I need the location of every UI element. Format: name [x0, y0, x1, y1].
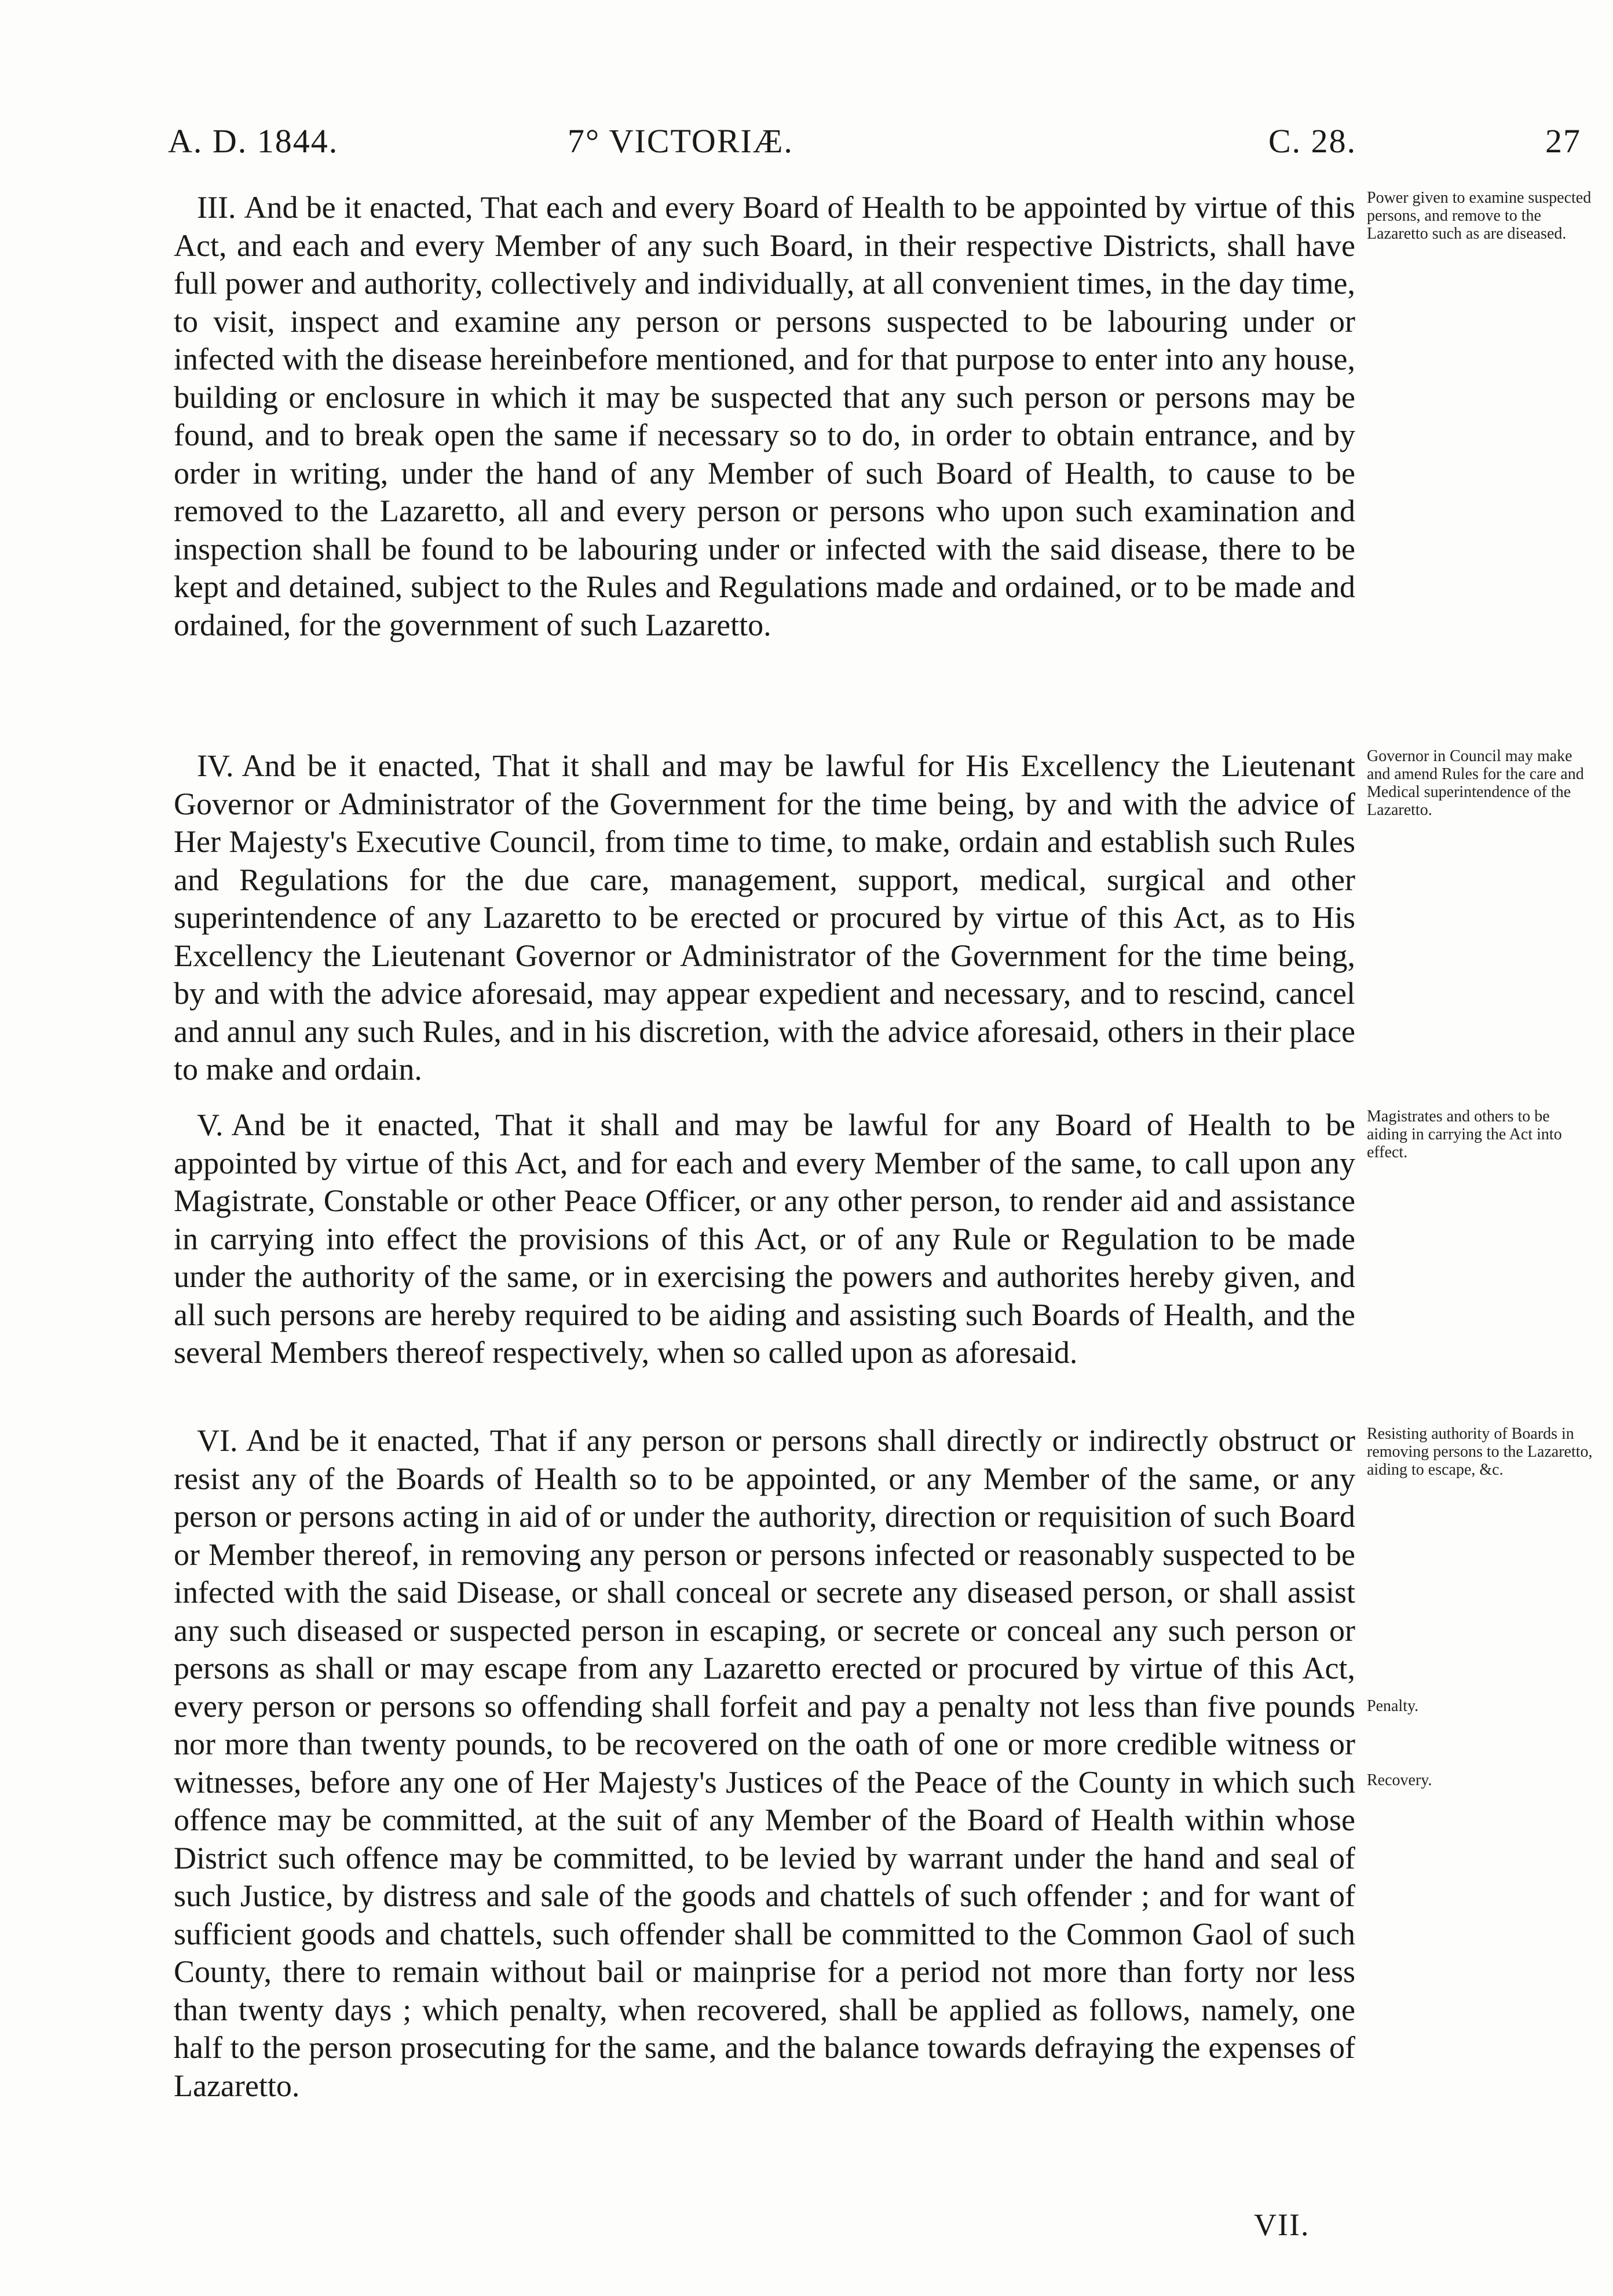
section-number: VI.: [197, 1423, 238, 1458]
section-3: [174, 189, 1355, 644]
section-6: [174, 1422, 1355, 2105]
margin-note-4: Governor in Council may make and amend Rules for the care and Medical superintendence of the Lazaretto.: [1367, 747, 1584, 819]
section-number: V.: [197, 1107, 224, 1142]
page-number: 27: [1545, 122, 1581, 160]
margin-note-penalty: Penalty.: [1367, 1697, 1419, 1715]
section-5: [174, 1106, 1355, 1372]
catchword: VII.: [1254, 2207, 1310, 2242]
header-chapter: C. 28.: [1268, 122, 1357, 160]
section-4: [174, 747, 1355, 1089]
margin-note-recovery: Recovery.: [1367, 1771, 1432, 1789]
running-header: [168, 122, 1581, 174]
header-reign: 7° VICTORIÆ.: [568, 122, 793, 160]
margin-note-3: Power given to examine suspected persons, and remove to the Lazaretto such as are diseased.: [1367, 189, 1592, 243]
header-year: A. D. 1844.: [168, 122, 339, 160]
section-text: And be it enacted, That it shall and may be lawful for any Board of Health to be appointed by virtue of this Act, and for each and every Member of the same, to call upon any Magistrate, Constable or other Peace Officer, or any other person, to render aid and assistance in carrying into effect the provisions of this Act, or of any Rule or Regulation to be made under the authority of the same, or in exercising the powers and authorites hereby given, and all such persons are hereby required to be aiding and assisting such Boards of Health, and the several Members thereof respectively, when so called upon as aforesaid.: [174, 1107, 1355, 1370]
section-number: III.: [197, 190, 236, 225]
margin-note-6: Resisting authority of Boards in removing persons to the Lazaretto, aiding to escape, &c.: [1367, 1425, 1593, 1479]
section-text: And be it enacted, That if any person or persons shall directly or indirectly obstruct or resist any of the Boards of Health so to be appointed, or any Member of the same, or any person or persons acting in aid of or under the authority, direction or requisition of such Board or Member thereof, in removing any person or persons infected or reasonably suspected to be infected with the said Disease, or shall conceal or secrete any diseased person, or shall assist any such diseased or suspected person in escaping, or secrete or conceal any such person or persons as shall or may escape from any Lazaretto erected or procured by virtue of this Act, every person or persons so offending shall forfeit and pay a penalty not less than five pounds nor more than twenty pounds, to be recovered on the oath of one or more credible witness or witnesses, before any one of Her Majesty's Justices of the Peace of the County in which such offence may be committed, at the suit of any Member of the Board of Health within whose District such offence may be committed, to be levied by warrant under the hand and seal of such Justice, by distress and sale of the goods and chattels of such offender ; and for want of sufficient goods and chattels, such offender shall be committed to the Common Gaol of such County, there to remain without bail or mainprise for a period not more than forty nor less than twenty days ; which penalty, when recovered, shall be applied as follows, namely, one half to the person prosecuting for the same, and the balance towards defraying the expenses of Lazaretto.: [174, 1423, 1355, 2103]
section-number: IV.: [197, 748, 234, 783]
section-text: And be it enacted, That it shall and may be lawful for His Excellency the Lieutenant Governor or Administrator of the Government for the time being, by and with the advice of Her Majesty's Executive Council, from time to time, to make, ordain and establish such Rules and Regulations for the due care, management, support, medical, surgical and other superintendence of any Lazaretto to be erected or procured by virtue of this Act, as to His Excellency the Lieutenant Governor or Administrator of the Government for the time being, by and with the advice aforesaid, may appear expedient and necessary, and to rescind, cancel and annul any such Rules, and in his discretion, with the advice aforesaid, others in their place to make and ordain.: [174, 748, 1355, 1087]
section-text: And be it enacted, That each and every Board of Health to be appointed by virtue of this Act, and each and every Member of any such Board, in their respective Districts, shall have full power and authority, collectively and individually, at all convenient times, in the day time, to visit, inspect and examine any person or persons suspected to be labouring under or infected with the disease hereinbefore mentioned, and for that purpose to enter into any house, building or enclosure in which it may be suspected that any such person or persons may be found, and to break open the same if necessary so to do, in order to obtain entrance, and by order in writing, under the hand of any Member of such Board of Health, to cause to be removed to the Lazaretto, all and every person or persons who upon such examination and inspection shall be found to be labouring under or infected with the said disease, there to be kept and detained, subject to the Rules and Regulations made and ordained, or to be made and ordained, for the government of such Lazaretto.: [174, 190, 1355, 642]
margin-note-5: Magistrates and others to be aiding in carrying the Act into effect.: [1367, 1107, 1562, 1161]
